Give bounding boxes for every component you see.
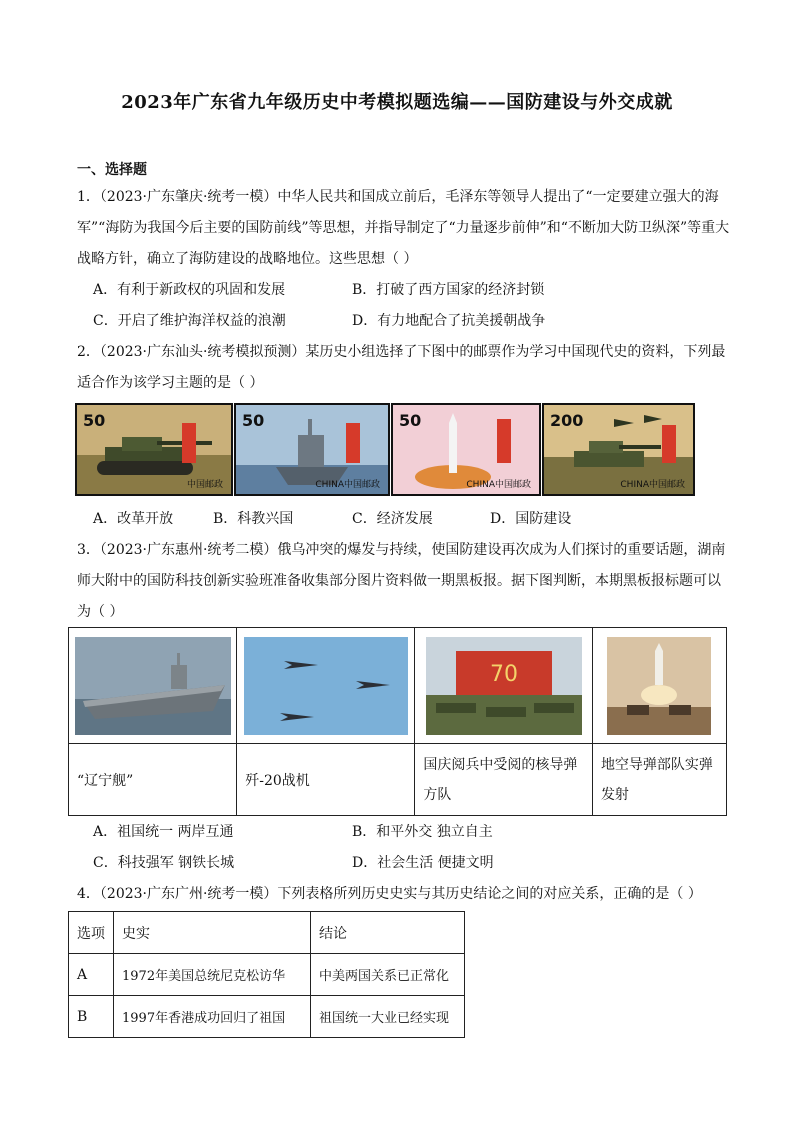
stamp-4-post: CHINA中国邮政 bbox=[620, 480, 685, 490]
q4-header-fact: 史实 bbox=[114, 912, 311, 954]
q3-pic-parade bbox=[415, 628, 593, 744]
q2-option-d[interactable]: D．国防建设 bbox=[490, 511, 572, 527]
q4-row-b-fact: 1997年香港成功回归了祖国 bbox=[114, 996, 311, 1038]
aircraft-carrier-photo bbox=[75, 637, 231, 735]
caption-sam-line-1: 地空导弹部队实弹 bbox=[600, 756, 713, 773]
q3-caption-cell-2 bbox=[237, 744, 415, 816]
q1-stem-line-1: 1．（2023·广东肇庆·统考一模）中华人民共和国成立前后，毛泽东等领导人提出了“一定要建立强大的海 bbox=[77, 189, 719, 205]
nuclear-missile-parade-photo bbox=[426, 637, 582, 735]
q1-option-a[interactable]: A．有利于新政权的巩固和发展 bbox=[93, 282, 286, 298]
q3-caption-cell-1 bbox=[69, 744, 237, 816]
stamp-strip bbox=[75, 403, 695, 498]
q3-picture-table bbox=[68, 627, 727, 816]
stamp-4-value: 200 bbox=[550, 411, 584, 430]
stamp-1-post: 中国邮政 bbox=[186, 480, 223, 490]
q4-row-a-option: A bbox=[69, 954, 114, 996]
q1-option-c[interactable]: C．开启了维护海洋权益的浪潮 bbox=[93, 313, 286, 329]
q3-option-d[interactable]: D．社会生活 便捷文明 bbox=[352, 855, 494, 871]
q3-option-b[interactable]: B．和平外交 独立自主 bbox=[352, 824, 493, 840]
q4-stem: 4．（2023·广东广州·统考一模）下列表格所列历史史实与其历史结论之间的对应关系，正确的是（ ） bbox=[77, 886, 702, 902]
q4-row-a-fact: 1972年美国总统尼克松访华 bbox=[114, 954, 311, 996]
stamp-warship bbox=[234, 403, 390, 496]
caption-parade-line-2: 方队 bbox=[423, 786, 452, 803]
q3-stem-line-1: 3．（2023·广东惠州·统考二模）俄乌冲突的爆发与持续，使国防建设再次成为人们探讨的重要话题，湖南 bbox=[77, 542, 726, 558]
q3-caption-cell-3 bbox=[415, 744, 593, 816]
q2-option-c[interactable]: C．经济发展 bbox=[352, 511, 433, 527]
q4-table bbox=[68, 911, 465, 1038]
q4-row-a-conclusion: 中美两国关系已正常化 bbox=[311, 954, 465, 996]
stamp-3-value: 50 bbox=[399, 411, 422, 430]
q2-stem-line-1: 2．（2023·广东汕头·统考模拟预测）某历史小组选择了下图中的邮票作为学习中国现代史的资料，下列最 bbox=[77, 344, 726, 360]
q4-row-b-conclusion: 祖国统一大业已经实现 bbox=[311, 996, 465, 1038]
q2-option-a[interactable]: A．改革开放 bbox=[93, 511, 174, 527]
q3-pic-fighters bbox=[237, 628, 415, 744]
stamp-missile bbox=[391, 403, 541, 496]
q4-header-option: 选项 bbox=[69, 912, 114, 954]
table-row[interactable] bbox=[69, 954, 465, 996]
page-title: 2023年广东省九年级历史中考模拟题选编——国防建设与外交成就 bbox=[121, 92, 673, 113]
q3-stem-line-2: 师大附中的国防科技创新实验班准备收集部分图片资料做一期黑板报。据下图判断，本期黑板报标题可以 bbox=[77, 573, 721, 589]
sam-launch-photo bbox=[607, 637, 711, 735]
stamp-1-value: 50 bbox=[83, 411, 106, 430]
caption-liaoning: “辽宁舰” bbox=[77, 772, 134, 789]
q1-option-d[interactable]: D．有力地配合了抗美援朝战争 bbox=[352, 313, 546, 329]
stamp-2-value: 50 bbox=[242, 411, 265, 430]
j20-fighter-photo bbox=[244, 637, 408, 735]
caption-j20: 歼-20战机 bbox=[245, 772, 310, 789]
q3-stem-line-3: 为（ ） bbox=[77, 604, 124, 620]
q3-caption-cell-4 bbox=[592, 744, 726, 816]
q2-option-b[interactable]: B．科教兴国 bbox=[213, 511, 294, 527]
section-heading: 一、选择题 bbox=[77, 162, 147, 178]
stamp-armor bbox=[542, 403, 695, 496]
q3-option-c[interactable]: C．科技强军 钢铁长城 bbox=[93, 855, 235, 871]
q3-option-a[interactable]: A．祖国统一 两岸互通 bbox=[93, 824, 234, 840]
table-row[interactable] bbox=[69, 996, 465, 1038]
stamp-3-post: CHINA中国邮政 bbox=[466, 480, 531, 490]
q1-option-b[interactable]: B．打破了西方国家的经济封锁 bbox=[352, 282, 545, 298]
caption-sam-line-2: 发射 bbox=[600, 786, 629, 803]
q4-row-b-option: B bbox=[69, 996, 114, 1038]
svg-text:70: 70 bbox=[489, 661, 518, 687]
q1-stem-line-2: 军”“海防为我国今后主要的国防前线”等思想，并指导制定了“力量逐步前伸”和“不断加大防卫纵深”等重大 bbox=[77, 220, 730, 236]
stamp-tank bbox=[75, 403, 233, 496]
q1-stem-line-3: 战略方针，确立了海防建设的战略地位。这些思想（ ） bbox=[77, 251, 418, 267]
q3-pic-sam-launch bbox=[592, 628, 726, 744]
q2-stem-line-2: 适合作为该学习主题的是（ ） bbox=[77, 375, 264, 391]
q3-pic-carrier bbox=[69, 628, 237, 744]
q4-header-conclusion: 结论 bbox=[311, 912, 465, 954]
caption-parade-line-1: 国庆阅兵中受阅的核导弹 bbox=[423, 756, 578, 773]
stamp-2-post: CHINA中国邮政 bbox=[315, 480, 380, 490]
